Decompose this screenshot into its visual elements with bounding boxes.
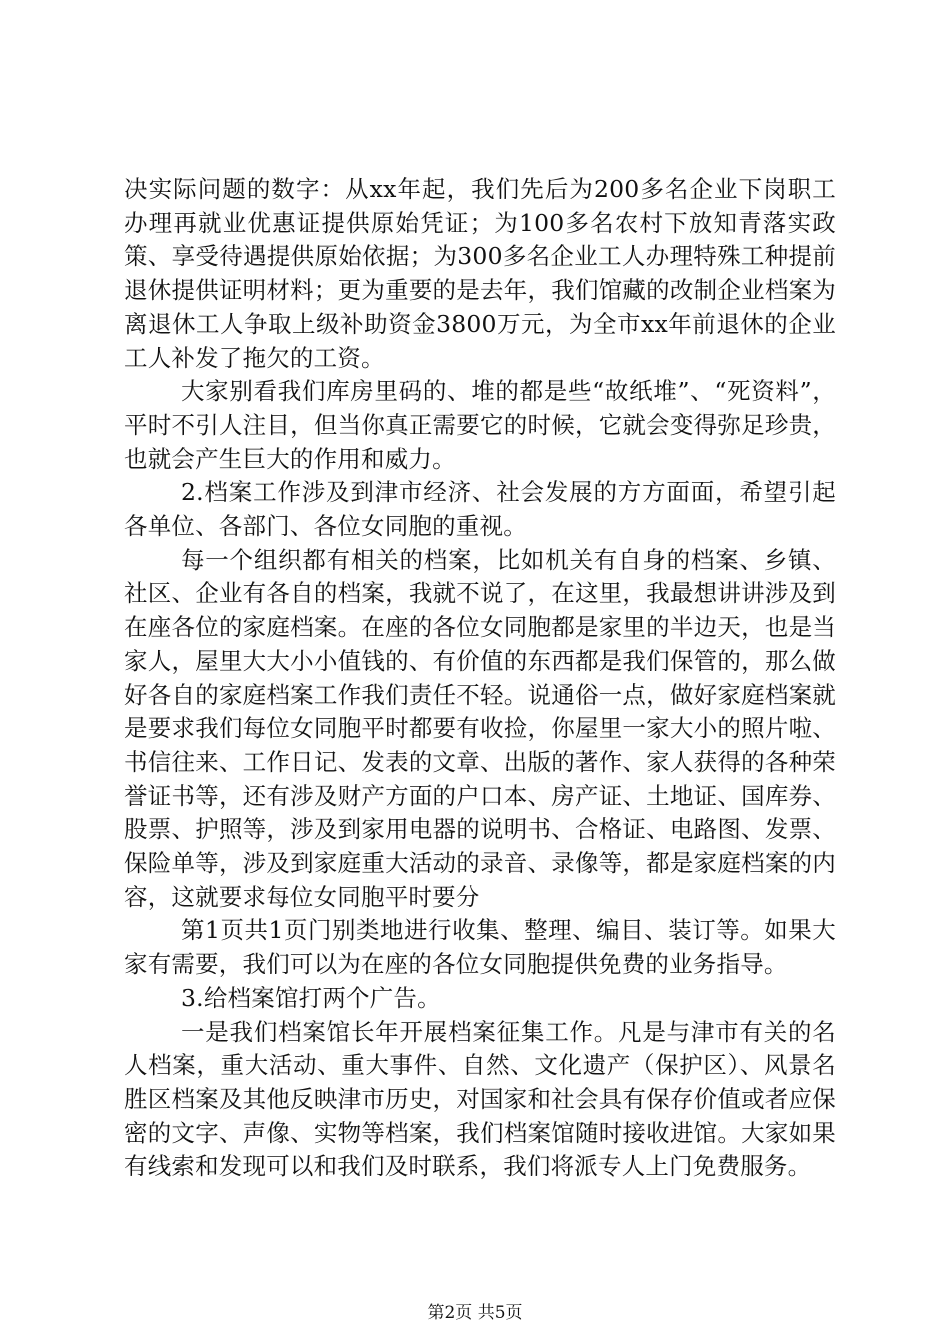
paragraph-3: 2.档案工作涉及到津市经济、社会发展的方方面面，希望引起各单位、各部门、各位女同胞的重视。	[124, 478, 836, 541]
paragraph-6: 3.给档案馆打两个广告。	[181, 983, 441, 1012]
page-footer	[0, 1302, 950, 1324]
paragraph-1: 决实际问题的数字：从xx年起，我们先后为200多名企业下岗职工办理再就业优惠证提供原始凭证；为100多名农村下放知青落实政策、享受待遇提供原始依据；为300多名企业工人办理特殊工种提前退休提供证明材料；更为重要的是去年，我们馆藏的改制企业档案为离退休工人争取上级补助资金3800万元，为全市xx年前退休的企业工人补发了拖欠的工资。	[124, 175, 836, 372]
paragraph-2: 大家别看我们库房里码的、堆的都是些“故纸堆”、“死资料”，平时不引人注目，但当你真正需要它的时候，它就会变得弥足珍贵，也就会产生巨大的作用和威力。	[124, 377, 836, 473]
document-body	[124, 173, 836, 1184]
paragraph-4: 每一个组织都有相关的档案，比如机关有自身的档案、乡镇、社区、企业有各自的档案，我就不说了，在这里，我最想讲讲涉及到在座各位的家庭档案。在座的各位女同胞都是家里的半边天，也是当家人，屋里大大小小值钱的、有价值的东西都是我们保管的，那么做好各自的家庭档案工作我们责任不轻。说通俗一点，做好家庭档案就是要求我们每位女同胞平时都要有收捡，你屋里一家大小的照片啦、书信往来、工作日记、发表的文章、出版的著作、家人获得的各种荣誉证书等，还有涉及财产方面的户口本、房产证、土地证、国库券、股票、护照等，涉及到家用电器的说明书、合格证、电路图、发票、保险单等，涉及到家庭重大活动的录音、录像等，都是家庭档案的内容，这就要求每位女同胞平时要分	[124, 545, 836, 911]
paragraph-5: 第1页共1页门别类地进行收集、整理、编目、装订等。如果大家有需要，我们可以为在座的各位女同胞提供免费的业务指导。	[124, 916, 836, 979]
page-number-label: 第2页 共5页	[427, 1303, 523, 1323]
paragraph-7: 一是我们档案馆长年开展档案征集工作。凡是与津市有关的名人档案，重大活动、重大事件、自然、文化遗产（保护区）、风景名胜区档案及其他反映津市历史，对国家和社会具有保存价值或者应保密的文字、声像、实物等档案，我们档案馆随时接收进馆。大家如果有线索和发现可以和我们及时联系，我们将派专人上门免费服务。	[124, 1017, 836, 1181]
